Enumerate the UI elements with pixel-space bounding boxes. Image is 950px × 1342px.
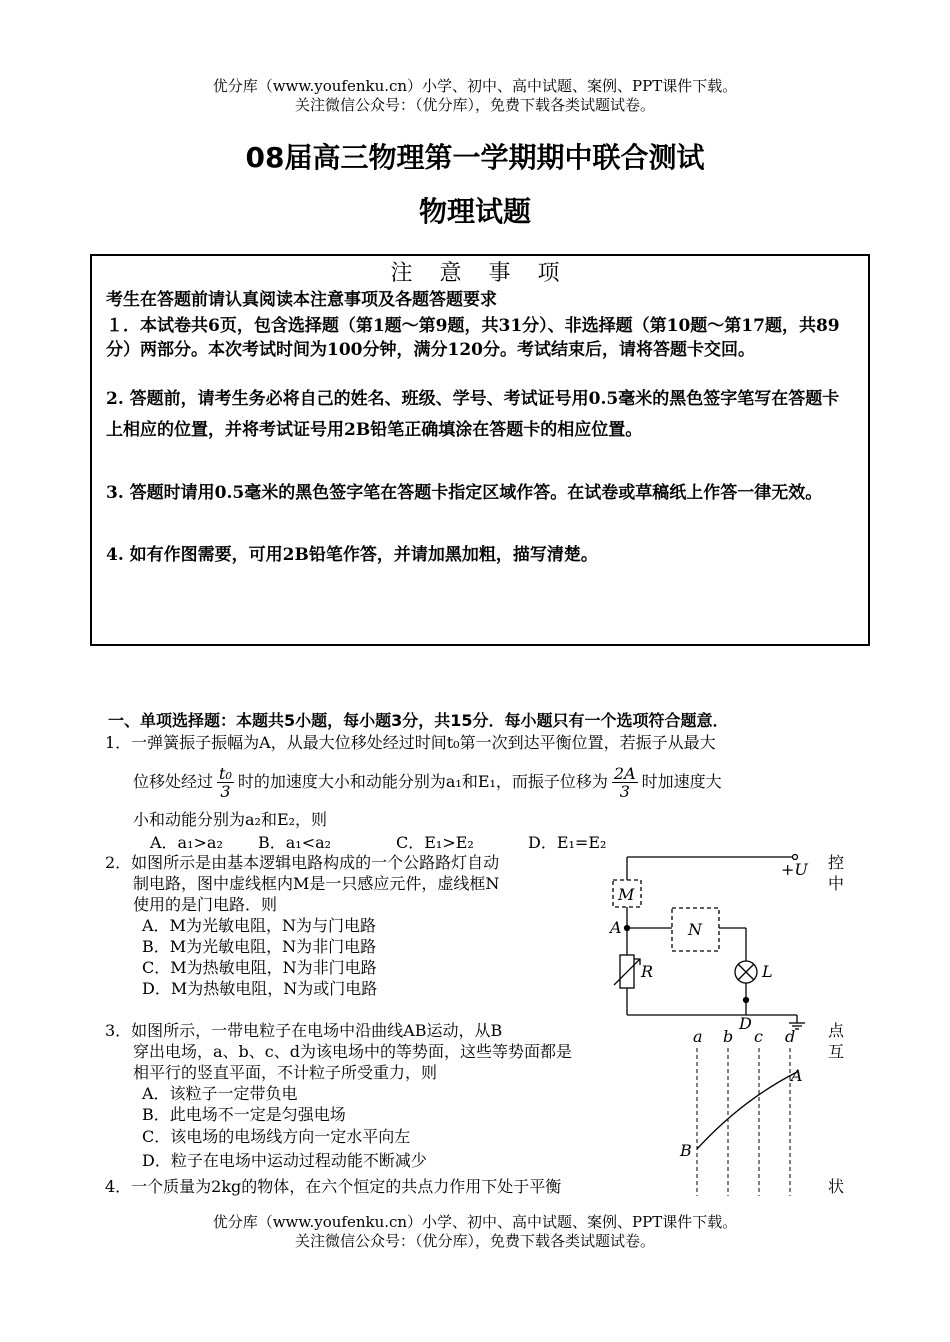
label-plane-d: d [785, 1027, 796, 1046]
resistor-arrow [614, 959, 640, 985]
exam-title: 08届高三物理第一学期期中联合测试 [245, 141, 705, 174]
q3-line-3: 相平行的竖直平面，不计粒子所受重力，则 [133, 1063, 438, 1082]
q2-line-3: 使用的是门电路．则 [133, 895, 278, 914]
label-a: A [610, 918, 622, 937]
notice-box [90, 254, 870, 646]
notice-item-4: 4. 如有作图需要，可用2B铅笔作答，并请加黑加粗，描写清楚。 [106, 545, 598, 565]
q1-line-1: 1．一弹簧振子振幅为A，从最大位移处经过时间t₀第一次到达平衡位置，若振子从最大 [105, 733, 716, 752]
q1-frac2-den: 3 [619, 782, 630, 801]
q1-frac1-num: t₀ [219, 764, 232, 783]
notice-item-2: 2. 答题前，请考生务必将自己的姓名、班级、学号、考试证号用0.5毫米的黑色签字笔写在答题卡上相应的位置，并将考试证号用2B铅笔正确填涂在答题卡的相应位置。 [106, 389, 840, 440]
particle-trajectory [697, 1072, 797, 1149]
label-point-a: A [791, 1066, 803, 1085]
q2-line-1: 2．如图所示是由基本逻辑电路构成的一个公路路灯自动 [105, 853, 500, 872]
q3-option-d: D．粒子在电场中运动过程动能不断减少 [142, 1151, 427, 1170]
exam-subtitle: 物理试题 [418, 195, 531, 228]
footer-line-1: 优分库（www.youfenku.cn）小学、初中、高中试题、案例、PPT课件下载。 [212, 1213, 738, 1231]
q1-line-2c: 时加速度大 [641, 772, 722, 791]
q2-option-a: A．M为光敏电阻，N为与门电路 [142, 916, 376, 935]
q3-line-2-end: 互 [828, 1042, 845, 1061]
q1-frac1-den: 3 [220, 782, 231, 801]
q3-line-1-end: 点 [828, 1021, 845, 1040]
q3-line-2: 穿出电场，a、b、c、d为该电场中的等势面，这些等势面都是 [133, 1042, 572, 1061]
q3-option-c: C．该电场的电场线方向一定水平向左 [142, 1127, 411, 1146]
label-d: D [739, 1014, 752, 1030]
q1-line-3: 小和动能分别为a₂和E₂，则 [133, 810, 328, 829]
q1-fraction-2a-over-3 [612, 765, 638, 800]
q4-line-1: 4．一个质量为2kg的物体，在六个恒定的共点力作用下处于平衡 [105, 1177, 562, 1196]
header-line-1: 优分库（www.youfenku.cn）小学、初中、高中试题、案例、PPT课件下载。 [212, 77, 738, 95]
header-line-2: 关注微信公众号：（优分库），免费下载各类试题试卷。 [294, 96, 655, 114]
circuit-diagram [600, 845, 830, 1030]
notice-intro: 考生在答题前请认真阅读本注意事项及各题答题要求 [106, 290, 497, 310]
terminal-plus-u [793, 855, 798, 860]
q1-line-2a: 位移处经过 [133, 772, 214, 791]
q1-option-b: B．a₁<a₂ [258, 833, 332, 852]
equipotential-diagram [670, 1022, 820, 1197]
label-n: N [688, 920, 702, 939]
footer-line-2: 关注微信公众号：（优分库），免费下载各类试题试卷。 [294, 1232, 655, 1250]
q3-option-b: B．此电场不一定是匀强电场 [142, 1105, 346, 1124]
q1-line-2b: 时的加速度大小和动能分别为a₁和E₁，而振子位移为 [237, 772, 608, 791]
q2-line-1-end: 控 [828, 853, 845, 872]
label-m: M [618, 885, 635, 904]
label-plus-u: +U [781, 860, 808, 879]
q1-frac2-num: 2A [613, 764, 636, 783]
notice-item-3: 3. 答题时请用0.5毫米的黑色签字笔在答题卡指定区域作答。在试卷或草稿纸上作答一律无效。 [106, 483, 823, 503]
section-heading: 一、单项选择题：本题共5小题，每小题3分，共15分．每小题只有一个选项符合题意． [108, 711, 729, 730]
q2-line-2: 制电路，图中虚线框内M是一只感应元件，虚线框N [133, 874, 500, 893]
label-plane-c: c [754, 1027, 763, 1046]
q1-option-c: C．E₁>E₂ [396, 833, 474, 852]
q2-option-b: B．M为光敏电阻，N为非门电路 [142, 937, 377, 956]
label-plane-b: b [723, 1027, 734, 1046]
q1-option-a: A．a₁>a₂ [150, 833, 223, 852]
notice-heading: 注 意 事 项 [390, 261, 570, 286]
notice-item-1: １．本试卷共6页，包含选择题（第1题～第9题，共31分）、非选择题（第10题～第17题，共89分）两部分。本次考试时间为100分钟，满分120分。考试结束后，请将答题卡交回。 [106, 316, 840, 360]
q3-option-a: A．该粒子一定带负电 [142, 1084, 298, 1103]
q2-option-d: D．M为热敏电阻，N为或门电路 [142, 979, 378, 998]
q4-line-1-end: 状 [828, 1177, 845, 1196]
label-r: R [641, 962, 654, 981]
q1-option-d: D．E₁=E₂ [528, 833, 607, 852]
q2-option-c: C．M为热敏电阻，N为非门电路 [142, 958, 377, 977]
q2-line-2-end: 中 [828, 874, 845, 893]
label-point-b: B [680, 1141, 692, 1160]
q3-line-1: 3．如图所示，一带电粒子在电场中沿曲线AB运动，从B [105, 1021, 503, 1040]
q1-fraction-t0-over-3 [217, 765, 234, 800]
label-l: L [762, 962, 773, 981]
label-plane-a: a [693, 1027, 703, 1046]
q1-line-2 [133, 760, 722, 804]
